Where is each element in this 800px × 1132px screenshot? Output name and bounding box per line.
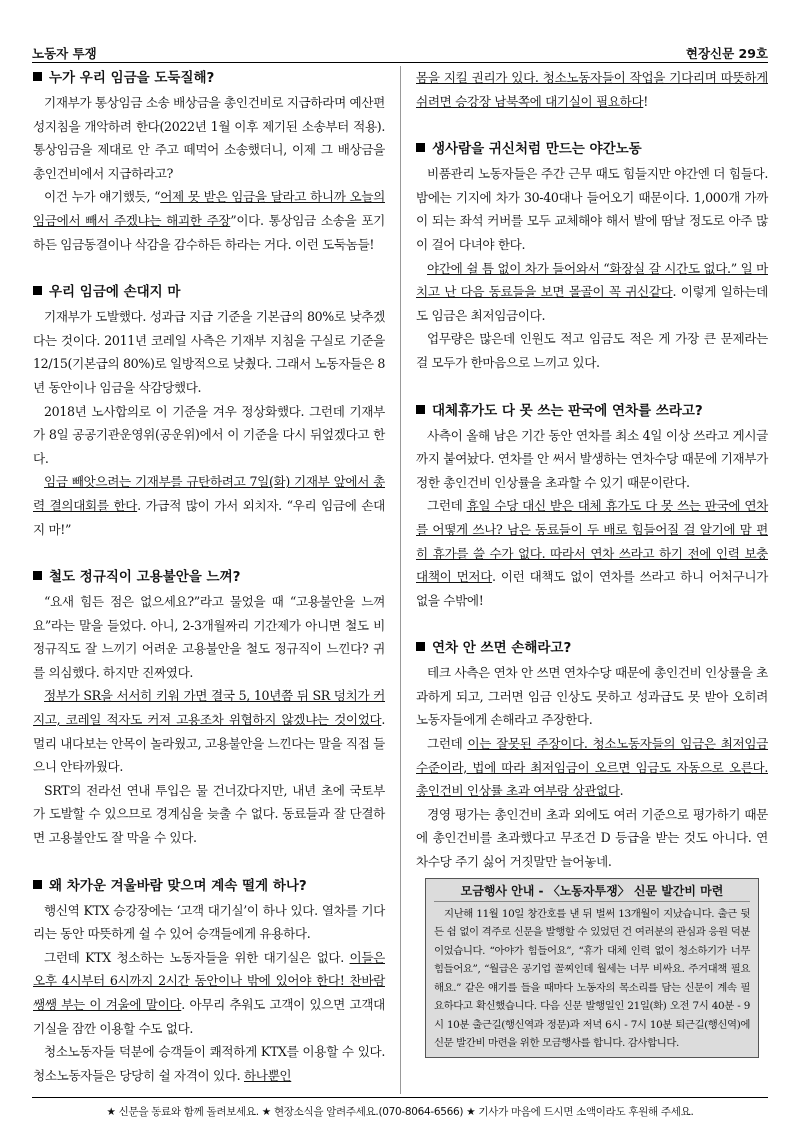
paragraph: 업무량은 많은데 인원도 적고 임금도 적은 게 가장 큰 문제라는 걸 모두가 한마음으로 느끼고 있다. [416, 331, 768, 370]
underlined-text: 몸을 지킬 권리가 있다. 청소노동자들이 작업을 기다리며 따뜻하게 쉬려면 승강장 남북쪽에 대기실이 필요하다 [416, 70, 768, 109]
text: . [619, 783, 624, 799]
article-title-text: 우리 임금에 손대지 마 [49, 284, 181, 301]
page-footer: ★ 신문을 동료와 함께 돌려보세요. ★ 현장소식을 알려주세요.(070-8064-6566) ★ 기사가 마음에 드시면 소액이라도 후원해 주세요. [32, 1097, 768, 1119]
article-title [416, 636, 768, 661]
underlined-text: 야간에 쉴 틈 없이 차가 들어와서 “화장실 갈 시간도 없다.” 일 마치고 난 다음 동료들을 보면 몰골이 꼭 귀신같다 [416, 260, 768, 300]
square-bullet-icon [416, 405, 425, 414]
article-cold-winter [33, 874, 385, 1088]
text: . 이렇게 일하는데도 임금은 최저임금이다. [416, 284, 769, 323]
paragraph-continued [416, 66, 768, 113]
text: 청소노동자들 덕분에 승객들이 쾌적하게 KTX를 이용할 수 있다. 청소노동자들은 당당히 쉴 자격이 있다. [33, 1044, 385, 1083]
text: 그런데 KTX 청소하는 노동자들을 위한 대기실은 없다. [44, 949, 350, 965]
article-wage-theft [33, 66, 385, 256]
notice-body: 지난해 11월 10일 창간호를 낸 뒤 벌써 13개월이 지났습니다. 출근 뒷든 쉼 없이 격주로 신문을 발행할 수 있었던 건 여러분의 관심과 응원 덕분이었습니다. “아야가 힘들어요”, “휴가 대체 인력 없이 청소하기가 너무 힘들어요”, “월급은 공기업 꼴찌인데 월세는 너무 비싸요. 주거대책 필요해요.” 같은 얘기를 들을 때마다 노동자의 목소리를 담는 신문이 계속 필요하다고 확신했습니다. 다음 신문 발행일인 21일(화) 오전 7시 40분 - 9시 10분 출근길(행신역과 정문)과 저녁 6시 - 7시 10분 퇴근길(행신역)에 신문 발간비 마련을 위한 모금행사를 합니다. 감사합니다. [434, 907, 750, 1050]
text: . 가급적 많이 가서 외치자. “우리 임금에 손대지 마!” [33, 497, 385, 537]
text: ! [643, 93, 649, 109]
paragraph [416, 732, 768, 803]
article-title [33, 66, 385, 91]
underlined-text: 이는 잘못된 주장이다. 청소노동자들의 임금은 최저임금 수준이라, 법에 따라 최저임금이 오르면 임금도 자동으로 오른다. 총인건비 인상률 초과 여부랑 상관없다 [416, 736, 768, 799]
paragraph: 사측이 올해 남은 기간 동안 연차를 최소 4일 이상 쓰라고 게시글까지 붙여놨다. 연차를 안 써서 발생하는 연차수당 때문에 기재부가 정한 총인건비 인상률을 초과할 수 있기 때문이란다. [416, 427, 768, 490]
paragraph: 2018년 노사합의로 이 기준을 겨우 정상화했다. 그런데 기재부가 8일 공공기관운영위(공운위)에서 이 기준을 다시 뒤엎겠다고 한다. [33, 403, 385, 466]
paragraph [33, 185, 385, 256]
underlined-text: 휴일 수당 대신 받은 대체 휴가도 다 못 쓰는 판국에 연차를 어떻게 쓰나? 남은 동료들이 두 배로 힘들어질 걸 알기에 맘 편히 휴가를 쓸 수가 없다. 따라서 연차 쓰라고 하기 전에 인력 보충 대책이 먼저다 [416, 498, 768, 585]
square-bullet-icon [33, 880, 42, 889]
notice-title: 모금행사 안내 - 〈노동자투쟁〉 신문 발간비 마련 [434, 881, 750, 902]
paragraph [33, 1040, 385, 1087]
paragraph: 경영 평가는 총인건비 초과 외에도 여러 기준으로 평가하기 때문에 총인건비를 초과했다고 무조건 D 등급을 받는 것도 아니다. 연차수당 주기 싫어 거짓말만 늘어놓네. [416, 806, 768, 870]
article-annual-leave [416, 399, 768, 613]
text: . 이런 대책도 없이 연차를 쓰라고 하니 어처구니가 없을 수밖에! [416, 569, 769, 608]
paragraph: SRT의 전라선 연내 투입은 물 건너갔다지만, 내년 초에 국토부가 도발할 수 있으므로 경계심을 늦출 수 없다. 동료들과 잘 단결하면 고용불안도 잘 막을 수 있다. [33, 782, 385, 846]
paragraph: 테크 사측은 연차 안 쓰면 연차수당 때문에 총인건비 인상률을 초과하게 되고, 그러면 임금 인상도 못하고 성과급도 못 받아 오히려 노동자들에게 손해라고 주장한다. [416, 665, 768, 728]
paragraph [33, 946, 385, 1040]
paragraph: 행신역 KTX 승강장에는 ‘고객 대기실’이 하나 있다. 열차를 기다리는 동안 따뜻하게 쉴 수 있어 승객들에게 유용하다. [33, 902, 385, 942]
paragraph [416, 257, 768, 328]
article-job-insecurity [33, 565, 385, 850]
article-title-text: 철도 정규직이 고용불안을 느껴? [49, 569, 241, 586]
article-title [33, 874, 385, 899]
fundraising-notice-box [425, 878, 759, 1058]
newspaper-name: 노동자 투쟁 [32, 46, 97, 61]
square-bullet-icon [33, 72, 42, 81]
left-column [33, 66, 385, 1087]
paragraph: “요새 힘든 점은 없으세요?”라고 물었을 때 “고용불안을 느껴요”라는 말을 들었다. 아니, 2-3개월짜리 기간제가 아니면 철도 비정규직도 잘 느끼기 어려운 고용불안을 철도 정규직이 느낀다? 귀를 의심했다. 하지만 진짜였다. [33, 594, 385, 680]
page-header [32, 40, 768, 63]
right-column [416, 66, 768, 1058]
underlined-text: 하나뿐인 [243, 1067, 292, 1083]
article-leave-loss [416, 636, 768, 873]
text: 그런데 [427, 736, 468, 752]
article-title [416, 399, 768, 424]
underlined-text: 임금 빼앗으려는 기재부를 규탄하려고 7일(화) 기재부 앞에서 총력 결의대회를 한다 [33, 474, 385, 513]
issue-number: 현장신문 29호 [685, 46, 768, 61]
paragraph: 비품관리 노동자들은 주간 근무 때도 힘들지만 야간엔 더 힘들다. 밤에는 기지에 차가 30-40대나 들어오기 때문이다. 1,000개 가까이 되는 좌석 커버를 모두 교체해야 해서 발에 땀날 정도로 아주 많이 걸어 다녀야 한다. [416, 166, 768, 252]
article-title [416, 137, 768, 162]
article-hands-off-wages [33, 280, 385, 541]
paragraph [33, 470, 385, 541]
spacer [33, 850, 385, 874]
spacer [416, 113, 768, 137]
spacer [33, 256, 385, 280]
text: 이건 누가 얘기했듯, “ [44, 189, 161, 205]
paragraph: 기재부가 도발했다. 성과급 지급 기준을 기본급의 80%로 낮추겠다는 것이다. 2011년 코레일 사측은 기재부 지침을 구실로 기준을 12/15(기본급의 80%)로 일방적으로 낮췄다. 그래서 노동자들은 8년 동안이나 임금을 삭감당했다. [33, 309, 385, 395]
article-title-text: 왜 차가운 겨울바람 맞으며 계속 떨게 하나? [49, 877, 307, 894]
article-title-text: 대체휴가도 다 못 쓰는 판국에 연차를 쓰라고? [432, 402, 703, 419]
spacer [33, 541, 385, 565]
square-bullet-icon [416, 143, 425, 152]
spacer [416, 375, 768, 399]
square-bullet-icon [416, 642, 425, 651]
article-title [33, 565, 385, 590]
article-night-work [416, 137, 768, 374]
square-bullet-icon [33, 571, 42, 580]
article-title-text: 누가 우리 임금을 도둑질해? [49, 70, 215, 86]
article-title-text: 생사람을 귀신처럼 만드는 야간노동 [432, 141, 642, 158]
text: ”이다. 통상임금 소송을 포기하든 임금동결이나 삭감을 감수하든 하라는 거다. 이런 도둑놈들! [33, 212, 385, 252]
article-title [33, 280, 385, 305]
text: . 아무리 추워도 고객이 있으면 고객대기실을 잠깐 이용할 수도 없다. [33, 997, 386, 1036]
underlined-text: 정부가 SR을 서서히 키워 가면 결국 5, 10년쯤 뒤 SR 덩치가 커지고, 코레일 적자도 커져 고용조차 위협하지 않겠냐는 것이었다 [33, 688, 385, 728]
underlined-text: 어제 못 받은 임금을 달라고 하니까 오늘의 임금에서 빼서 주겠냐는 해괴한 주장 [33, 189, 385, 228]
underlined-text: 이들은 오후 4시부터 6시까지 2시간 동안이나 밖에 있어야 한다! 찬바람 쌩쌩 부는 이 겨울에 말이다 [33, 949, 385, 1012]
article-title-text: 연차 안 쓰면 손해라고? [432, 640, 572, 657]
text: . 멀리 내다보는 안목이 놀라웠고, 고용불안을 느낀다는 말을 직접 들으니 안타까웠다. [33, 712, 385, 775]
paragraph: 기재부가 통상임금 소송 배상금을 총인건비로 지급하라며 예산편성지침을 개악하려 한다(2022년 1월 이후 제기된 소송부터 적용). 통상임금을 제대로 안 주고 떼먹어 소송했더니, 이제 그 배상금을 총인건비에서 지급하라고? [33, 95, 385, 181]
square-bullet-icon [33, 286, 42, 295]
spacer [416, 612, 768, 636]
text: 그런데 [427, 498, 467, 514]
paragraph [33, 684, 385, 778]
column-divider [400, 66, 401, 1094]
paragraph [416, 494, 768, 612]
